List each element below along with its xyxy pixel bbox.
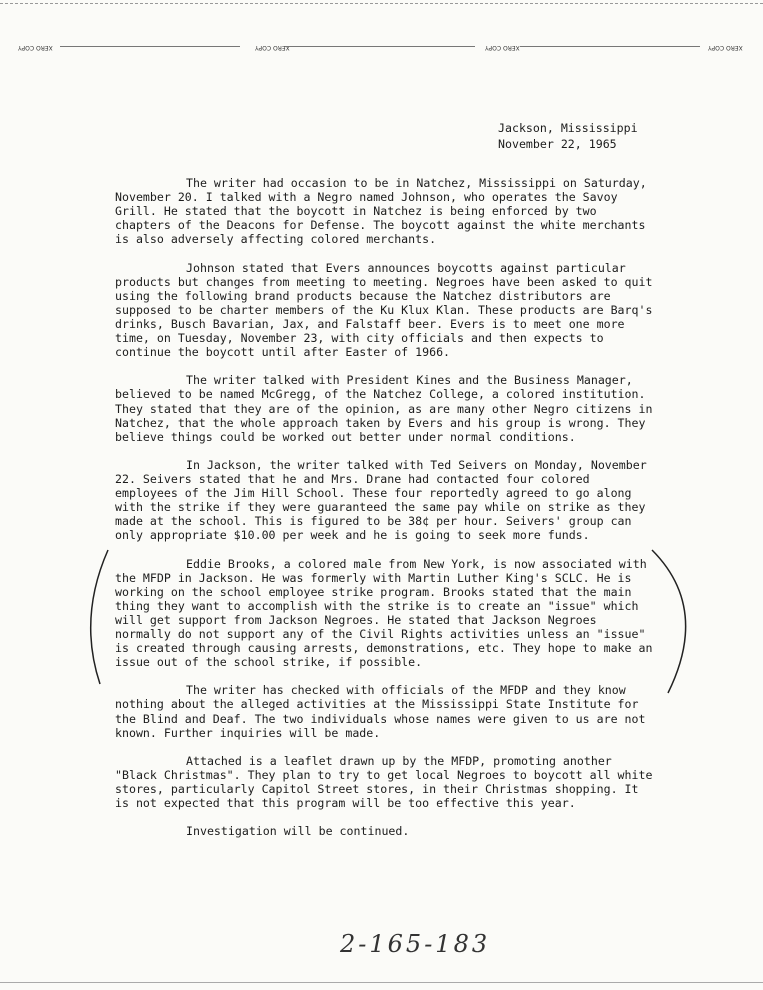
memo-body <box>115 176 655 853</box>
header-rule <box>60 46 240 47</box>
xero-copy-stamp: XERO COPY <box>485 44 520 51</box>
paragraph: The writer talked with President Kines and the Business Manager, believed to be named McGregg, of the Natchez College, a colored institution. They stated that they are of the opinion, as are many other Negro citizens in Natchez, that the whole approach taken by Evers and his group is wrong. They believe things could be worked out better under normal conditions. <box>115 373 653 444</box>
date-text: November 22, 1965 <box>498 137 617 151</box>
paragraph: In Jackson, the writer talked with Ted Seivers on Monday, November 22. Seivers stated that he and Mrs. Drane had contacted four colored employees of the Jim Hill School. These four reportedly agreed to go along with the strike if they were guaranteed the same pay while on strike as they made at the school. This is figured to be 38¢ per hour. Seivers' group can only appropriate $10.00 per week and he is going to seek more funds. <box>115 457 647 543</box>
bottom-border <box>0 982 763 983</box>
xero-copy-stamp: XERO COPY <box>708 44 743 51</box>
left-bracket-mark <box>78 548 118 688</box>
xero-copy-stamp: XERO COPY <box>18 44 53 51</box>
paragraph: The writer had occasion to be in Natchez, Mississippi on Saturday, November 20. I talked with a Negro named Johnson, who operates the Savoy Grill. He stated that the boycott in Natchez is being enforced by two chapters of the Deacons for Defense. The boycott against the white merchants is also adversely affecting colored merchants. <box>115 176 647 247</box>
right-bracket-mark <box>650 548 700 698</box>
top-border <box>0 3 763 4</box>
xero-copy-stamp: XERO COPY <box>255 44 290 51</box>
paragraph: The writer has checked with officials of the MFDP and they know nothing about the alleged activities at the Mississippi State Institute for the Blind and Deaf. The two individuals whose names were given to us are not known. Further inquiries will be made. <box>115 683 646 740</box>
closing-line: Investigation will be continued. <box>186 824 410 839</box>
header-rule <box>285 46 475 47</box>
paragraph: Attached is a leaflet drawn up by the MFDP, promoting another "Black Christmas". They plan to try to get local Negroes to boycott all white stores, particularly Capitol Street stores, in their Christmas shopping. It is not expected that this program will be too effective this year. <box>115 753 653 811</box>
handwritten-file-number: 2-165-183 <box>340 930 491 958</box>
header-rule <box>520 46 700 47</box>
paragraph: Johnson stated that Evers announces boycotts against particular products but changes from meeting to meeting. Negroes have been asked to quit using the following brand products because the Natchez distributors are supposed to be charter members of the Ku Klux Klan. These products are Barq's drinks, Busch Bavarian, Jax, and Falstaff beer. Evers is to meet one more time, on Tuesday, November 23, with city officials and then expects to continue the boycott until after Easter of 1966. <box>115 260 653 360</box>
dateline <box>498 120 638 152</box>
paragraph: Eddie Brooks, a colored male from New York, is now associated with the MFDP in Jackson. He was formerly with Martin Luther King's SCLC. He is working on the school employee strike program. Brooks stated that the main thing they want to accomplish with the strike is to create an "issue" which will get support from Jackson Negroes. He stated that Jackson Negroes normally do not support any of the Civil Rights activities unless an "issue" is created through causing arrests, demonstrations, etc. They hope to make an issue out of the school strike, if possible. <box>115 556 653 670</box>
place-text: Jackson, Mississippi <box>498 121 638 135</box>
